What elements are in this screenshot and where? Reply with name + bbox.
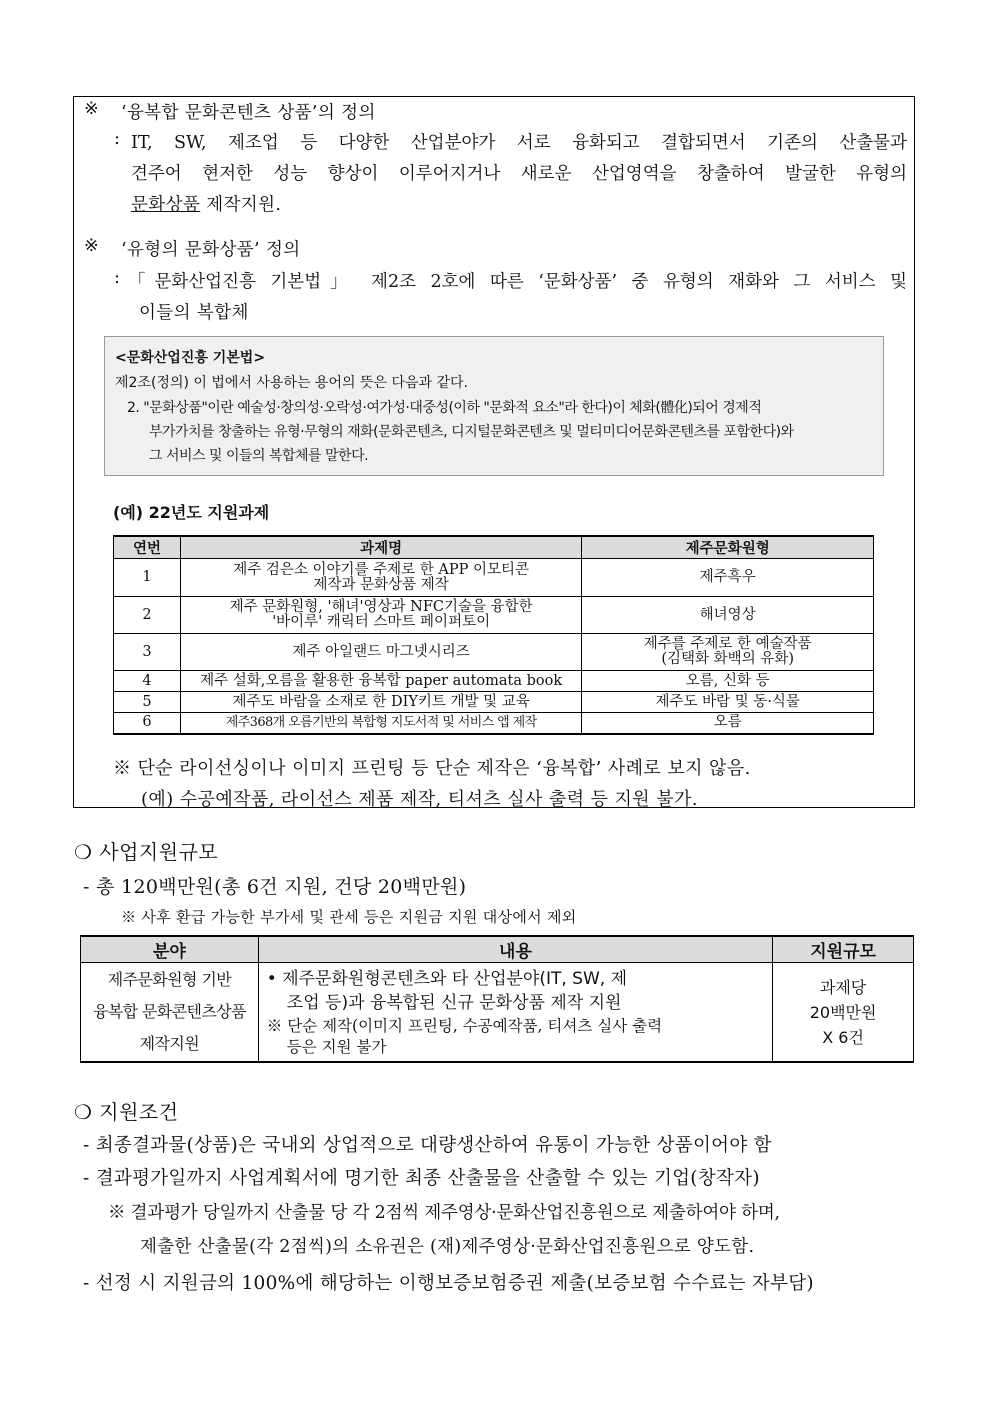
row-type-line1: 제주를 주제로 한 예술작품 — [643, 636, 812, 652]
row-name: 제주 설화,오름을 활용한 융복합 paper automata book — [180, 671, 581, 692]
col-header-no: 연번 — [114, 536, 181, 559]
row-name: 제주 아일랜드 마그넷시리즈 — [180, 634, 581, 671]
row-no: 5 — [114, 692, 181, 713]
table-row — [81, 963, 914, 1063]
conditions-heading: ❍ 지원조건 — [74, 1100, 179, 1124]
content-bullet1-line2: 조업 등)과 융복합된 신규 문화상품 제작 지원 — [286, 993, 622, 1013]
definition2-title: ‘유형의 문화상품’ 정의 — [121, 240, 301, 260]
row-name-line1: 제주 문화원형, '해녀'영상과 NFC기술을 융합한 — [229, 599, 533, 615]
row-name — [180, 559, 581, 597]
table-row — [114, 559, 874, 597]
example-note-line2: (예) 수공예작품, 라이선스 제품 제작, 티셔츠 실사 출력 등 지원 불가. — [141, 789, 698, 810]
content-bullet1-line1: • 제주문화원형콘텐츠와 타 산업분야(IT, SW, 제 — [266, 969, 628, 989]
row-type: 제주흑우 — [582, 559, 874, 597]
table-header-row — [114, 536, 874, 559]
row-name: 제주368개 오름기반의 복합형 지도서적 및 서비스 앱 제작 — [180, 713, 581, 734]
definition1-body-line1: IT, SW, 제조업 등 다양한 산업분야가 서로 융화되고 결합되면서 기존의 산출물과 — [131, 133, 907, 153]
col-header-name: 과제명 — [180, 536, 581, 559]
condition-2-note-line2: 제출한 산출물(각 2점씩)의 소유권은 (재)제주영상·문화산업진흥원으로 양도함. — [140, 1237, 755, 1257]
table-row — [114, 671, 874, 692]
row-name-line1: 제주 검은소 이야기를 주제로 한 APP 이모티콘 — [233, 561, 530, 578]
scale-note: ※ 사후 환급 가능한 부가세 및 관세 등은 지원금 지원 대상에서 제외 — [121, 908, 577, 926]
condition-2-note-line1: ※ 결과평가 당일까지 산출물 당 각 2점씩 제주영상·문화산업진흥원으로 제출하여야 하며, — [108, 1203, 780, 1223]
definition1-body-line3 — [131, 191, 281, 216]
row-no: 3 — [114, 634, 181, 671]
condition-1: - 최종결과물(상품)은 국내외 상업적으로 대량생산하여 유통이 가능한 상품이어야 함 — [83, 1135, 772, 1156]
row-type: 오름 — [582, 713, 874, 734]
col-header-content: 내용 — [258, 936, 772, 963]
col-header-type: 제주문화원형 — [582, 536, 874, 559]
definition1-underlined: 문화상품 — [131, 195, 201, 215]
scale-line1: - 총 120백만원(총 6건 지원, 건당 20백만원) — [83, 876, 467, 898]
definition1-body-line3-rest: 제작지원. — [200, 195, 282, 215]
definition1-body-line2: 견주어 현저한 성능 향상이 이루어지거나 새로운 산업영역을 창출하여 발굴한 유형의 — [131, 164, 907, 184]
size-line2: 20백만원 — [809, 1002, 877, 1022]
row-name: 제주도 바람을 소재로 한 DIY키트 개발 및 교육 — [180, 692, 581, 713]
table-row — [114, 713, 874, 734]
table-row — [114, 597, 874, 634]
definition2-mark: ※ — [84, 236, 100, 256]
row-no: 6 — [114, 713, 181, 734]
field-cell — [81, 963, 259, 1063]
table-row — [114, 692, 874, 713]
definition1-title: ‘융복합 문화콘텐츠 상품’의 정의 — [121, 103, 376, 123]
row-name-line2: '바이루' 캐릭터 스마트 페이퍼토이 — [272, 614, 491, 630]
row-no: 1 — [114, 559, 181, 597]
row-no: 4 — [114, 671, 181, 692]
colon-mark: : — [114, 129, 121, 149]
law-quote-box — [104, 336, 884, 476]
definition2-body-line1: 「문화산업진흥 기본법」 제2조 2호에 따른 ‘문화상품’ 중 유형의 재화와 그 서비스 및 — [128, 272, 907, 292]
example-title: (예) 22년도 지원과제 — [113, 503, 270, 522]
col-header-field: 분야 — [81, 936, 259, 963]
content-note-line2: 등은 지원 불가 — [286, 1038, 387, 1056]
content-note-line1: ※ 단순 제작(이미지 프린팅, 수공예작품, 티셔츠 실사 출력 — [266, 1017, 663, 1035]
row-no: 2 — [114, 597, 181, 634]
row-name — [180, 597, 581, 634]
law-item-line2: 부가가치를 창출하는 유형·무형의 재화(문화콘텐츠, 디지털문화콘텐츠 및 멀티미디어문화콘텐츠를 포함한다)와 — [149, 424, 794, 440]
content-cell — [258, 963, 772, 1063]
law-title: <문화산업진흥 기본법> — [115, 350, 266, 366]
table-row — [114, 634, 874, 671]
scale-table — [80, 935, 914, 1063]
row-type — [582, 634, 874, 671]
row-name-line2: 제작과 문화상품 제작 — [313, 576, 449, 593]
definition1-mark: ※ — [84, 99, 100, 119]
table-header-row — [81, 936, 914, 963]
law-article: 제2조(정의) 이 법에서 사용하는 용어의 뜻은 다음과 같다. — [115, 375, 468, 391]
col-header-size: 지원규모 — [773, 936, 914, 963]
row-type: 해녀영상 — [582, 597, 874, 634]
colon-mark: : — [114, 268, 121, 288]
definition2-body-line2: 이들의 복합체 — [139, 303, 249, 323]
row-type: 오름, 신화 등 — [582, 671, 874, 692]
field-line1: 제주문화원형 기반 — [107, 970, 232, 989]
size-line3: X 6건 — [822, 1027, 864, 1047]
field-line3: 제작지원 — [139, 1034, 200, 1053]
definition1-body-line2-wrap — [131, 160, 907, 185]
row-type-line2: (김택화 화백의 유화) — [661, 651, 794, 667]
example-note-line1: ※ 단순 라이선싱이나 이미지 프린팅 등 단순 제작은 ‘융복합’ 사례로 보지 않음. — [113, 758, 751, 779]
scale-heading: ❍ 사업지원규모 — [74, 840, 219, 864]
law-item-line3: 그 서비스 및 이들의 복합체를 말한다. — [149, 448, 369, 464]
size-cell — [773, 963, 914, 1063]
size-line1: 과제당 — [819, 977, 867, 997]
condition-2: - 결과평가일까지 사업계획서에 명기한 최종 산출물을 산출할 수 있는 기업(창작자) — [83, 1168, 760, 1189]
law-item-line1: 2. "문화상품"이란 예술성·창의성·오락성·여가성·대중성(이하 "문화적 요소"라 한다)이 체화(體化)되어 경제적 — [127, 400, 762, 416]
field-line2: 융복합 문화콘텐츠상품 — [92, 1002, 246, 1021]
condition-3: - 선정 시 지원금의 100%에 해당하는 이행보증보험증권 제출(보증보험 수수료는 자부담) — [83, 1273, 814, 1294]
example-task-table — [113, 535, 874, 735]
row-type: 제주도 바람 및 동·식물 — [582, 692, 874, 713]
